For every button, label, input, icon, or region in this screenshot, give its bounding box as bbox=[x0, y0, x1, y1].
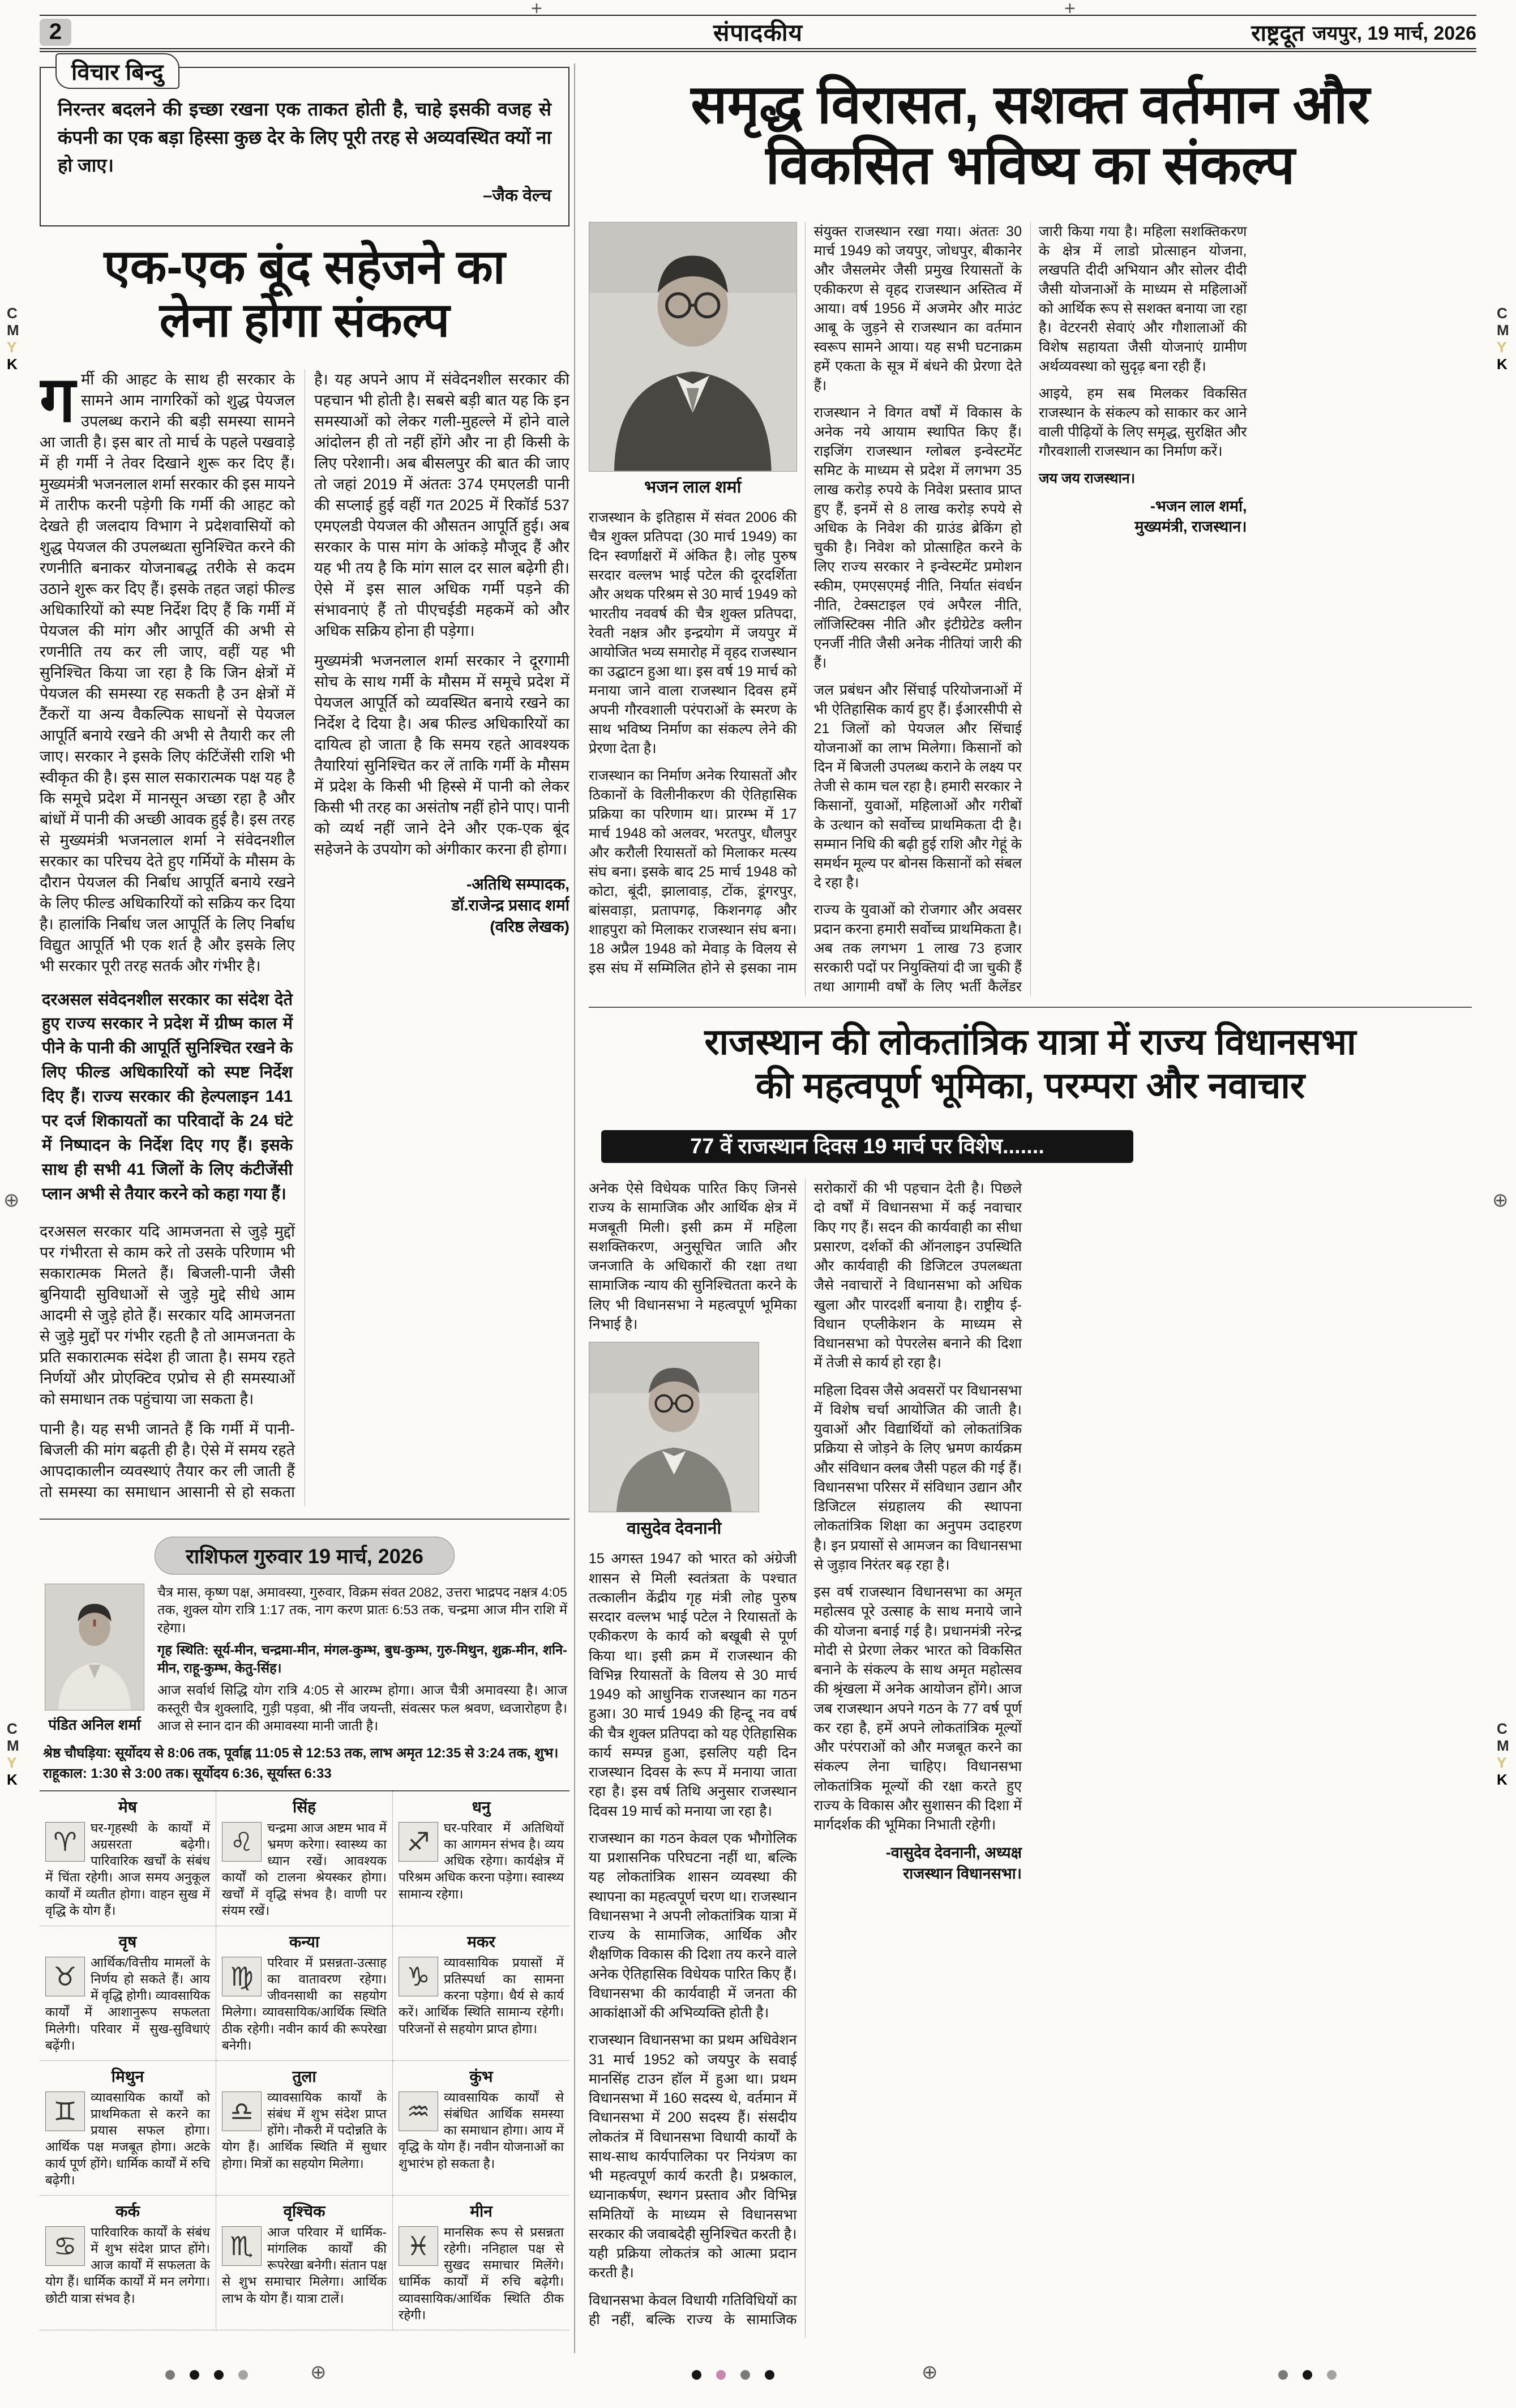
zodiac-text: व्यावसायिक कार्यों से संबंधित आर्थिक समस्या का समाधान होगा। आय में वृद्धि के योग हैं। नवीन योजनाओं का शुभारंभ हो सकता है। bbox=[399, 2090, 564, 2171]
registration-dot bbox=[1278, 2370, 1288, 2380]
speaker-photo bbox=[589, 1342, 759, 1541]
zodiac-name: कर्क bbox=[115, 2202, 140, 2220]
crop-mark-bottom-left: ⊕ bbox=[310, 2362, 327, 2383]
cm-signoff: जय जय राजस्थान। bbox=[1039, 471, 1136, 486]
article-paragraph: राजस्थान विधानसभा का प्रथम अधिवेशन 31 मार्च 1952 को जयपुर के सवाई मानसिंह टाउन हॉल में हुआ था। प्रथम विधानसभा में 160 सदस्य थे, वर्तमान में विधानसभा में 200 सदस्य हैं। संसदीय लोकतंत्र में विधानसभा विधायी कार्यों के साथ-साथ कार्यपालिका पर नियंत्रण का भी महत्वपूर्ण कार्य करती है। प्रश्नकाल, ध्यानाकर्षण, स्थगन प्रस्ताव और विभिन्न समितियों के माध्यम से विधानसभा सरकार की जवाबदेही सुनिश्चित करती है। यही प्रक्रिया लोकतंत्र को आत्मा प्रदान करती है। bbox=[589, 2032, 797, 2281]
zodiac-text: व्यावसायिक कार्यों के संबंध में शुभ संदेश प्राप्त होंगे। नौकरी में पदोन्नति के योग हैं। आर्थिक स्थिति में सुधार होगा। मित्रों का सहयोग मिलेगा। bbox=[222, 2090, 387, 2171]
special-kicker: 77 वें राजस्थान दिवस 19 मार्च पर विशेष....... bbox=[601, 1130, 1133, 1163]
drop-cap: ग bbox=[40, 369, 76, 435]
pandit-photo bbox=[42, 1584, 147, 1740]
article-paragraph: राजस्थान ने विगत वर्षों में विकास के अनेक नये आयाम स्थापित किए हैं। राइजिंग राजस्थान ग्लोबल इन्वेस्टमेंट समिट के माध्यम से प्रदेश में लगभग 35 लाख करोड़ रुपये के निवेश प्रस्ताव प्राप्त हुए हैं, इनमें से 8 लाख करोड़ रुपये से अधिक के निवेश की ग्राउंड ब्रेकिंग हो चुकी है। निवेश को प्रोत्साहित करने के लिए राज्य सरकार ने इन्वेस्टमेंट प्रमोशन स्कीम, एमएसएमई नीति, निर्यात संवर्धन नीति, टेक्सटाइल एवं अपैरल नीति, लॉजिस्टिक्स नीति और इंटीग्रेटेड क्लीन एनर्जी नीति जैसी अनेक नीतियां जारी की हैं। bbox=[813, 405, 1022, 671]
masthead-edition-date: जयपुर, 19 मार्च, 2026 bbox=[1312, 22, 1476, 44]
registration-dots-right bbox=[1278, 2370, 1337, 2380]
editorial-body bbox=[40, 369, 569, 1506]
editorial-paragraph: पानी है। यह सभी जानते हैं कि गर्मी में पानी-बिजली की मांग बढ़ती ही है। ऐसे में समय रहते आपदाकालीन व्यवस्थाएं तैयार कर ली जाती हैं तो समस्या का समाधान आसानी से हो सकता है। यह अपने आप में संवेदनशील सरकार की पहचान भी होती है। सबसे बड़ी बात यह कि इन समस्याओं को लेकर गली-मुहल्ले में होने वाले आंदोलन ही तो नहीं होंगे और ना ही किसी के लिए परेशानी। अब बीसलपुर की बात की जाए तो जहां 2019 में अंततः 374 एमएलडी पानी की सप्लाई हुई वहीं गत 2025 में रिकॉर्ड 537 एमएलडी पेयजल की औसतन आपूर्ति हुई। अब सरकार के पास मांग के आंकड़े मौजूद हैं और यह भी तय है कि मांग साल दर साल बढ़ेगी ही। ऐसे में इस साल अधिक गर्मी पड़ने की संभावनाएं हैं तो पीएचईडी महकमें को और अधिक सक्रिय होना ही पड़ेगा। bbox=[40, 371, 569, 1500]
registration-dot bbox=[1327, 2370, 1337, 2380]
editorial-headline-line2: लेना होगा संकल्प bbox=[159, 293, 450, 347]
editorial-paragraph-text: र्मी की आहट के साथ ही सरकार के सामने आम नागरिकों को शुद्ध पेयजल उपलब्ध कराने की बड़ी समस्या सामने आ जाती है। इस बार तो मार्च के पहले पखवाड़े में ही गर्मी ने तेवर दिखाने शुरू कर दिए हैं। मुख्यमंत्री भजनलाल शर्मा सरकार की इस मायने में तारीफ करनी पड़ेगी कि गर्मी की आहट को देखते ही जलदाय विभाग ने प्रदेशवासियों को शुद्ध पेयजल की उपलब्धता सुनिश्चित करने की रणनीति बनाकर योजनाबद्ध तरीके से कदम उठाने शुरू कर दिए हैं। इसके तहत जहां फील्ड अधिकारियों को स्पष्ट निर्देश दिए हैं कि गर्मी में पेयजल की मांग और आपूर्ति की अभी से रणनीति तय कर ली जाए, वहीं यह भी सुनिश्चित किया जा रहा है कि जिन क्षेत्रों में पेयजल की समस्या रह सकती है उन क्षेत्रों में टैंकरों या अन्य वैकल्पिक साधनों से पेयजल आपूर्ति बनाये रखने की अभी से तैयारी कर ली जाए। सरकार ने इसके लिए कंटिंजेंसी राशि भी स्वीकृत की है। इस साल सकारात्मक पक्ष यह है कि समूचे प्रदेश में मानसून अच्छा रहा है और बांधों में पानी की अच्छी आवक हुई है। इस तरह से मुख्यमंत्री भजनलाल शर्मा ने संवेदनशील सरकार का परिचय देते हुए गर्मियों के मौसम के दौरान पेयजल की निर्बाध आपूर्ति बनाये रखने के लिए फील्ड अधिकारियों को सक्रिय कर दिया है। हालांकि निर्बाध जल आपूर्ति के लिए निर्बाध विद्युत आपूर्ति भी एक शर्त है और इसके लिए भी सरकार पूरी तरह सतर्क और गंभीर है। bbox=[40, 371, 295, 974]
page-number: 2 bbox=[40, 19, 71, 46]
grah-sthiti-text: गृह स्थिति: सूर्य-मीन, चन्द्रमा-मीन, मंगल-कुम्भ, बुध-कुम्भ, गुरु-मिथुन, शुक्र-मीन, शनि-मीन, राहू-कुम्भ, केतु-सिंह। bbox=[157, 1643, 567, 1675]
cmyk-m: M bbox=[7, 1737, 19, 1754]
cmyk-c: C bbox=[7, 1720, 18, 1737]
zodiac-name: मकर bbox=[467, 1932, 495, 1951]
zodiac-cell-libra bbox=[216, 2061, 393, 2196]
zodiac-name: कुंभ bbox=[469, 2067, 493, 2085]
zodiac-grid bbox=[40, 1790, 569, 2330]
pandit-name: पंडित अनिल शर्मा bbox=[48, 1716, 141, 1733]
assembly-byline-name: -वासुदेव देवनानी, अध्यक्ष bbox=[885, 1844, 1022, 1862]
cancer-icon: ♋ bbox=[45, 2226, 85, 2266]
cmyk-m: M bbox=[1497, 322, 1509, 339]
zodiac-name: मिथुन bbox=[111, 2067, 144, 2085]
zodiac-text: पारिवारिक कार्यों के संबंध में शुभ संदेश प्राप्त होंगे। आज कार्यों में सफलता के योग हैं। धार्मिक कार्यों में मन लगेगा। छोटी यात्रा संभव है। bbox=[45, 2225, 210, 2306]
crop-mark-top-right: + bbox=[1064, 0, 1076, 19]
masthead-title: राष्ट्रदूत bbox=[1251, 21, 1305, 46]
cmyk-y: Y bbox=[1497, 339, 1507, 356]
assembly-byline bbox=[814, 1842, 1022, 1884]
article-paragraph: महिला दिवस जैसे अवसरों पर विधानसभा में विशेष चर्चा आयोजित की जाती है। युवाओं और विद्यार्थियों को लोकतांत्रिक प्रक्रिया से जोड़ने के लिए भ्रमण कार्यक्रम और संविधान क्लब जैसी पहल की गई हैं। विधानसभा परिसर में संविधान उद्यान और डिजिटल संग्रहालय की स्थापना लोकतांत्रिक शिक्षा का अनुपम उदाहरण है। इन प्रयासों से आमजन का विधानसभा से जुड़ाव निरंतर बढ़ रहा है। bbox=[813, 1382, 1022, 1573]
speaker-portrait-image bbox=[589, 1342, 759, 1512]
registration-dot bbox=[692, 2370, 701, 2380]
editorial-headline-line1: एक-एक बूंद सहेजने का bbox=[104, 240, 506, 293]
article-paragraph: इस वर्ष राजस्थान विधानसभा का अमृत महोत्सव पूरे उत्साह के साथ मनाये जाने की योजना बनाई गई है। प्रधानमंत्री नरेन्द्र मोदी से प्रेरणा लेकर भारत को विकसित बनाने के संकल्प के साथ अमृत महोत्सव की श्रृंखला में अनेक आयोजन होंगे। आज जब राजस्थान अपने गठन के 77 वर्ष पूर्ण कर रहा है, हमें अपने लोकतांत्रिक मूल्यों और परंपराओं को और मजबूत करने का संकल्प लेना चाहिए। विधानसभा लोकतांत्रिक मूल्यों की रक्षा करते हुए राज्य के विकास और सुशासन की दिशा में मार्गदर्शक की भूमिका निभाती रहेगी। bbox=[813, 1584, 1022, 1833]
header-center-zone bbox=[519, 16, 997, 48]
zodiac-cell-cancer bbox=[40, 2196, 216, 2330]
registration-dot bbox=[238, 2370, 248, 2380]
section-title: संपादकीय bbox=[713, 19, 803, 46]
zodiac-cell-gemini bbox=[40, 2061, 216, 2196]
chaughadiya-text: श्रेष्ठ चौघड़िया: सूर्योदय से 8:06 तक, पूर्वाह्न 11:05 से 12:53 तक, लाभ अमृत 12:35 से 3:24 तक, शुभ। bbox=[43, 1745, 559, 1761]
assembly-headline-line1: राजस्थान की लोकतांत्रिक यात्रा में राज्य विधानसभा bbox=[704, 1021, 1356, 1062]
scorpio-icon: ♏ bbox=[222, 2226, 262, 2266]
zodiac-cell-taurus bbox=[40, 1926, 216, 2061]
article-paragraph: राज्य के युवाओं को रोजगार और अवसर प्रदान करना हमारी सर्वोच्च प्राथमिकता है। अब तक लगभग 1 लाख 73 हजार सरकारी पदों पर नियुक्तियां दी जा चुकी हैं तथा आगामी वर्षों के लिए भर्ती कैलेंडर जारी किया गया है। महिला सशक्तिकरण के क्षेत्र में लाडो प्रोत्साहन योजना, लखपति दीदी अभियान और सोलर दीदी जैसी योजनाओं के माध्यम से महिलाओं को आर्थिक रूप से सशक्त बनाया जा रहा है। वेटरनरी सेवाएं और गौशालाओं की विशेष सहायता जैसी योजनाएं ग्रामीण अर्थव्यवस्था को सुदृढ़ बना रही हैं। bbox=[813, 224, 1247, 995]
cmyk-y: Y bbox=[7, 339, 17, 356]
zodiac-text: मानसिक रूप से प्रसन्नता रहेगी। ननिहाल पक्ष से सुखद समाचार मिलेंगे। धार्मिक कार्यों में रुचि बढ़ेगी। व्यावसायिक/आर्थिक स्थिति ठीक रहेगी। bbox=[399, 2225, 564, 2322]
zodiac-cell-virgo bbox=[216, 1926, 393, 2061]
pandit-portrait-image bbox=[45, 1584, 144, 1710]
registration-dot bbox=[190, 2370, 199, 2380]
horoscope-title: राशिफल गुरुवार 19 मार्च, 2026 bbox=[155, 1537, 455, 1575]
article-paragraph: अनेक ऐसे विधेयक पारित किए जिनसे राज्य के सामाजिक और आर्थिक क्षेत्र में मजबूती मिली। इसी क्रम में महिला सशक्तिकरण, अनुसूचित जाति और जनजाति के अधिकारों की रक्षा तथा सामाजिक न्याय की सुनिश्चितता करने के लिए भी विधानसभा ने महत्वपूर्ण भूमिका निभाई है। bbox=[589, 1181, 797, 1332]
cmyk-c: C bbox=[7, 305, 18, 322]
cmyk-y: Y bbox=[1497, 1754, 1507, 1771]
cm-article-headline bbox=[589, 75, 1472, 196]
cmyk-m: M bbox=[7, 322, 19, 339]
cmyk-c: C bbox=[1497, 1720, 1508, 1737]
header-left-zone bbox=[40, 19, 519, 46]
zodiac-text: घर-परिवार में अतिथियों का आगमन संभव है। व्यय अधिक रहेगा। कार्यक्षेत्र में परिश्रम अधिक करना पड़ेगा। स्वास्थ्य सामान्य रहेगा। bbox=[399, 1820, 564, 1901]
zodiac-name: वृश्चिक bbox=[283, 2202, 326, 2220]
cmyk-k: K bbox=[1497, 1771, 1508, 1788]
cm-byline bbox=[1039, 496, 1247, 537]
zodiac-text: चन्द्रमा आज अष्टम भाव में भ्रमण करेगा। स्वास्थ्य का ध्यान रखें। आवश्यक कार्यों को टालना श्रेयस्कर होगा। खर्चों में वृद्धि संभव है। वाणी पर संयम रखें। bbox=[222, 1820, 387, 1918]
article-paragraph: जल प्रबंधन और सिंचाई परियोजनाओं में भी ऐतिहासिक कार्य हुए हैं। ईआरसीपी से 21 जिलों को पेयजल और सिंचाई योजनाओं का लाभ मिलेगा। किसानों को दिन में बिजली उपलब्ध कराने के लक्ष्य पर तेजी से काम चल रहा है। हमारी सरकार ने किसानों, युवाओं, महिलाओं और गरीबों के उत्थान को सर्वोच्च प्राथमिकता दी है। सम्मान निधि की बढ़ी हुई राशि और गेहूं के समर्थन मूल्य पर बोनस किसानों को संबल दे रहा है। bbox=[813, 682, 1022, 891]
zodiac-name: मेष bbox=[118, 1798, 137, 1816]
editorial-headline bbox=[40, 240, 569, 347]
article-paragraph: 15 अगस्त 1947 को भारत को अंग्रेजी शासन से मिली स्वतंत्रता के पश्चात तत्कालीन केंद्रीय गृह मंत्री लोह पुरुष सरदार वल्लभ भाई पटेल ने रियासतों के एकीकरण के कार्य को बखूबी से पूर्ण किया था। इसी क्रम में राजस्थान की विभिन्न रियासतों के विलय से 30 मार्च 1949 को आधुनिक राजस्थान का गठन हुआ। 30 मार्च 1949 की हिन्दू नव वर्ष की चैत्र शुक्ल प्रतिपदा को यह ऐतिहासिक कार्य सम्पन्न हुआ, इसलिए यही दिन राजस्थान दिवस के रूप में मनाया जाता रहा है। इस वर्ष तिथि अनुसार राजस्थान दिवस 19 मार्च को मनाया जा रहा है। bbox=[589, 1551, 797, 1819]
cm-byline-name: -भजन लाल शर्मा, bbox=[1150, 498, 1247, 515]
cmyk-k: K bbox=[7, 1771, 18, 1788]
thought-box-title: विचार बिन्दु bbox=[55, 53, 179, 89]
leo-icon: ♌ bbox=[222, 1822, 262, 1862]
editorial-credit-name: डॉ.राजेन्द्र प्रसाद शर्मा bbox=[451, 896, 569, 914]
assembly-article-body bbox=[589, 1179, 1472, 2338]
thought-box bbox=[40, 60, 569, 226]
pisces-icon: ♓ bbox=[399, 2226, 438, 2266]
editorial-pullquote: दरअसल संवेदनशील सरकार का संदेश देते हुए राज्य सरकार ने प्रदेश में ग्रीष्म काल में पीने के पानी की आपूर्ति सुनिश्चित रखने के लिए फील्ड अधिकारियों को स्पष्ट निर्देश दिए हैं। राज्य सरकार की हेल्पलाइन 141 पर दर्ज शिकायतों का परिवादों के 24 घंटे में निष्पादन के निर्देश दिए गए हैं। इसके साथ ही सभी 41 जिलों के लिए कंटीजेंसी प्लान अभी से तैयार करने को कहा गया हैं। bbox=[42, 990, 293, 1203]
taurus-icon: ♉ bbox=[45, 1957, 85, 1996]
crop-mark-right-edge: ⊕ bbox=[1492, 1190, 1509, 1211]
registration-cmyk-right-bottom bbox=[1497, 1721, 1509, 1787]
article-paragraph: राजस्थान का गठन केवल एक भौगोलिक या प्रशासनिक परिघटना नहीं था, बल्कि यह लोकतांत्रिक शासन व्यवस्था की स्थापना का महत्वपूर्ण चरण था। राजस्थान विधानसभा ने अपनी लोकतांत्रिक यात्रा में राज्य के सामाजिक, आर्थिक और शैक्षणिक विकास की दिशा तय करने वाले अनेक ऐतिहासिक विधेयक पारित किए हैं। विधानसभा की कार्यवाही में जनता की आकांक्षाओं की अभिव्यक्ति होती है। bbox=[589, 1830, 797, 2021]
zodiac-text: व्यावसायिक प्रयासों में प्रतिस्पर्धा का सामना करना पड़ेगा। धैर्य से कार्य करें। आर्थिक स्थिति सामान्य रहेगी। परिजनों से सहयोग प्राप्त होगा। bbox=[399, 1955, 564, 2036]
zodiac-cell-aries bbox=[40, 1791, 216, 1926]
horoscope-info-row bbox=[40, 1580, 569, 1743]
cm-portrait-image bbox=[589, 222, 797, 472]
zodiac-name: तुला bbox=[292, 2067, 316, 2085]
gemini-icon: ♊ bbox=[45, 2092, 85, 2131]
capricorn-icon: ♑ bbox=[399, 1957, 438, 1996]
registration-dot bbox=[1303, 2370, 1312, 2380]
zodiac-cell-capricorn bbox=[393, 1926, 569, 2061]
registration-dot bbox=[765, 2370, 774, 2380]
cm-article-body bbox=[589, 222, 1472, 996]
zodiac-text: परिवार में प्रसन्नता-उत्साह का वातावरण रहेगा। जीवनसाथी का सहयोग मिलेगा। व्यावसायिक/आर्थिक स्थिति ठीक रहेगी। नवीन कार्य की रूपरेखा बनेगी। bbox=[222, 1955, 387, 2052]
cmyk-c: C bbox=[1497, 305, 1508, 322]
editorial-paragraph: मुख्यमंत्री भजनलाल शर्मा सरकार ने दूरगामी सोच के साथ गर्मी के मौसम में समूचे प्रदेश में पेयजल आपूर्ति को व्यवस्थित बनाये रखने का निर्देश दे दिया है। अब फील्ड अधिकारियों का दायित्व हो जाता है कि समय रहते आवश्यक तैयारियां सुनिश्चित कर लें ताकि गर्मी के मौसम में प्रदेश के किसी भी हिस्से में पानी को लेकर किसी भी तरह का असंतोष नहीं होने पाए। पानी को व्यर्थ नहीं जाने देने और एक-एक बूंद सहेजने के उपयोग को अंगीकार करना ही होगा। bbox=[314, 652, 569, 858]
panchang-text: चैत्र मास, कृष्ण पक्ष, अमावस्या, गुरुवार, विक्रम संवत 2082, उत्तरा भाद्रपद नक्षत्र 4:05 तक, शुक्ल योग रात्रि 1:17 तक, नाग करण प्रातः 6:53 तक, चन्द्रमा आज मीन राशि में रहेगा। bbox=[157, 1585, 567, 1635]
zodiac-name: मीन bbox=[470, 2202, 493, 2220]
registration-dots-center bbox=[692, 2370, 774, 2380]
article-paragraph: राजस्थान का निर्माण अनेक रियासतों और ठिकानों के विलीनीकरण की ऐतिहासिक प्रक्रिया का परिणाम था। प्रारम्भ में 17 मार्च 1948 को अलवर, भरतपुर, धौलपुर और करौली रियासतों को मिलाकर मत्स्य संघ बना। इसके बाद 25 मार्च 1948 को कोटा, बूंदी, झालावाड़, टोंक, डूंगरपुर, बांसवाड़ा, प्रतापगढ़, किशनगढ़ और शाहपुरा को मिलाकर राजस्थान संघ बना। 18 अप्रैल 1948 को मेवाड़ के विलय से इस संघ में सम्मिलित होने से इसका नाम संयुक्त राजस्थान रखा गया। अंततः 30 मार्च 1949 को जयपुर, जोधपुर, बीकानेर और जैसलमेर जैसी प्रमुख रियासतों के एकीकरण से वृहद राजस्थान अस्तित्व में आया। वर्ष 1956 में अजमेर और माउंट आबू के जुड़ने से राजस्थान का वर्तमान स्वरूप सामने आया। यह सभी घटनाक्रम हमें एकता के सूत्र में बंधने की प्रेरणा देते हैं। bbox=[589, 224, 1022, 977]
panchang-block bbox=[157, 1584, 567, 1740]
libra-icon: ♎ bbox=[222, 2092, 262, 2131]
main-column-divider bbox=[574, 63, 575, 2353]
cm-byline-title: मुख्यमंत्री, राजस्थान। bbox=[1134, 518, 1247, 536]
registration-dot bbox=[716, 2370, 726, 2380]
thought-author: –जैक वेल्च bbox=[482, 186, 551, 205]
registration-cmyk-left-bottom bbox=[7, 1721, 19, 1787]
registration-dots-left bbox=[165, 2370, 248, 2380]
registration-dot bbox=[740, 2370, 750, 2380]
zodiac-text: व्यावसायिक कार्यों को प्राथमिकता से करने का प्रयास सफल होगा। आर्थिक पक्ष मजबूत होगा। अटके कार्य पूर्ण होंगे। धार्मिक कार्यों में रुचि बढ़ेगी। bbox=[45, 2090, 210, 2187]
crop-mark-left-edge: ⊕ bbox=[3, 1190, 20, 1211]
zodiac-cell-sagittarius bbox=[393, 1791, 569, 1926]
thought-quote: निरन्तर बदलने की इच्छा रखना एक ताकत होती है, चाहे इसकी वजह से कंपनी का एक बड़ा हिस्सा कुछ देर के लिए पूरी तरह से अव्यवस्थित क्यों ना हो जाए। bbox=[58, 99, 551, 176]
article-divider bbox=[589, 1007, 1472, 1008]
editorial-credit-note: (वरिष्ठ लेखक) bbox=[490, 918, 569, 936]
aries-icon: ♈ bbox=[45, 1822, 85, 1862]
zodiac-text: घर-गृहस्थी के कार्यों में अग्रसरता बढ़ेगी। पारिवारिक खर्चों के संबंध में चिंता रहेगी। आज समय अनुकूल कार्यों में व्यतीत होगा। वाहन सुख में वृद्धि के योग हैं। bbox=[45, 1820, 210, 1918]
assembly-headline bbox=[589, 1020, 1472, 1107]
zodiac-text: आज परिवार में धार्मिक-मांगलिक कार्यों की रूपरेखा बनेगी। संतान पक्ष से शुभ समाचार मिलेगा। आर्थिक लाभ के योग हैं। यात्रा टालें। bbox=[222, 2225, 387, 2306]
assembly-byline-title: राजस्थान विधानसभा। bbox=[903, 1864, 1022, 1882]
registration-cmyk-right-top bbox=[1497, 306, 1509, 371]
cmyk-k: K bbox=[7, 356, 18, 373]
article-paragraph: राजस्थान के इतिहास में संवत 2006 की चैत्र शुक्ल प्रतिपदा (30 मार्च 1949) का दिन स्वर्णाक्षरों में अंकित है। लोह पुरुष सरदार वल्लभ भाई पटेल की दूरदर्शिता और अथक परिश्रम से 30 मार्च 1949 को भारतीय नववर्ष की चैत्र शुक्ल प्रतिपदा, रेवती नक्षत्र और इन्द्रयोग में जयपुर में आयोजित भव्य समारोह में वृहद राजस्थान का उद्घाटन हुआ था। इस वर्ष 19 मार्च को मनाया जाने वाला राजस्थान दिवस हमें अपनी गौरवशाली परंपराओं के स्मरण के साथ भविष्य निर्माण का संकल्प लेने की प्रेरणा देता है। bbox=[589, 510, 797, 757]
cmyk-k: K bbox=[1497, 356, 1508, 373]
virgo-icon: ♍ bbox=[222, 1957, 262, 1996]
zodiac-cell-pisces bbox=[393, 2196, 569, 2330]
zodiac-name: धनु bbox=[472, 1798, 491, 1816]
editorial-credit-role: -अतिथि सम्पादक, bbox=[466, 875, 569, 893]
aquarius-icon: ♒ bbox=[399, 2092, 438, 2131]
horoscope-section bbox=[40, 1529, 569, 2352]
article-paragraph: आइये, हम सब मिलकर विकसित राजस्थान के संकल्प को साकार कर आने वाली पीढ़ियों के लिए समृद्ध, सुरक्षित और गौरवशाली राजस्थान का निर्माण करें। bbox=[1039, 386, 1247, 459]
cmyk-y: Y bbox=[7, 1754, 17, 1771]
editorial-credit bbox=[314, 874, 569, 938]
registration-dot bbox=[165, 2370, 175, 2380]
yog-text: आज सर्वार्थ सिद्धि योग रात्रि 4:05 से आरम्भ होगा। आज चैत्री अमावस्या है। आज कस्तूरी चैत्र शुक्लादि, गुड़ी पड़वा, श्री नींव जयन्ती, संवत्सर फल श्रवण, ध्वजारोहण है। आज से स्नान दान की अमावस्या मानी जाती है। bbox=[157, 1683, 567, 1734]
editorial-paragraph bbox=[40, 369, 295, 977]
page-header bbox=[40, 15, 1476, 52]
header-right-zone bbox=[997, 16, 1476, 48]
crop-mark-bottom-center: ⊕ bbox=[922, 2362, 938, 2383]
zodiac-name: सिंह bbox=[292, 1798, 316, 1816]
cm-photo bbox=[589, 222, 797, 500]
cm-photo-caption: भजन लाल शर्मा bbox=[644, 477, 742, 497]
registration-dot bbox=[214, 2370, 224, 2380]
registration-cmyk-left-top bbox=[7, 306, 19, 371]
assembly-headline-line2: की महत्वपूर्ण भूमिका, परम्परा और नवाचार bbox=[755, 1064, 1305, 1106]
cm-article-headline-line1: समृद्ध विरासत, सशक्त वर्तमान और bbox=[691, 75, 1370, 135]
zodiac-text: आर्थिक/वित्तीय मामलों के निर्णय हो सकते हैं। आय में वृद्धि होगी। व्यावसायिक कार्यों में आशानुरूप सफलता मिलेगी। परिवार में सुख-सुविधाएं बढ़ेंगी। bbox=[45, 1955, 210, 2052]
article-paragraph: विधानसभा केवल विधायी गतिविधियों का ही नहीं, बल्कि राज्य के सामाजिक सरोकारों की भी पहचान देती है। पिछले दो वर्षों में विधानसभा में कई नवाचार किए गए हैं। सदन की कार्यवाही का सीधा प्रसारण, दर्शकों की ऑनलाइन उपस्थिति और कार्यवाही की डिजिटल उपलब्धता जैसे नवाचारों ने विधानसभा को अधिक खुला और पारदर्शी बनाया है। राष्ट्रीय ई-विधान एप्लीकेशन के माध्यम से विधानसभा को पेपरलेस बनाने की दिशा में तेजी से कार्य हो रहा है। bbox=[589, 1181, 1022, 2328]
sagittarius-icon: ♐ bbox=[399, 1822, 438, 1862]
horoscope-divider bbox=[40, 1519, 569, 1520]
speaker-photo-caption: वासुदेव देवनानी bbox=[627, 1519, 722, 1538]
zodiac-cell-aquarius bbox=[393, 2061, 569, 2196]
zodiac-cell-leo bbox=[216, 1791, 393, 1926]
crop-mark-top-left: + bbox=[531, 0, 542, 19]
zodiac-name: कन्या bbox=[289, 1932, 320, 1951]
rahukal-text: राहूकाल: 1:30 से 3:00 तक। सूर्योदय 6:36, सूर्यास्त 6:33 bbox=[43, 1766, 332, 1782]
cmyk-m: M bbox=[1497, 1737, 1509, 1754]
cm-article-headline-line2: विकसित भविष्य का संकल्प bbox=[765, 135, 1295, 196]
zodiac-cell-scorpio bbox=[216, 2196, 393, 2330]
editorial-paragraph: दरअसल सरकार यदि आमजनता से जुड़े मुद्दों पर गंभीरता से काम करे तो उसके परिणाम भी सकारात्मक मिलते हैं। बिजली-पानी जैसी बुनियादी सुविधाओं से जुड़े मुद्दे सीधे आम आदमी से जुड़े होते हैं। सरकार यदि आमजनता से जुड़े मुद्दों पर गंभीर रहती है तो आमजनता के प्रति सकारात्मक संदेश ही जाता है। समय रहते निर्णयों और प्रोएक्टिव एप्रोच से ही समस्याओं को समाधान तक पहुंचाया जा सकता है। bbox=[40, 1222, 295, 1408]
zodiac-name: वृष bbox=[118, 1932, 137, 1951]
